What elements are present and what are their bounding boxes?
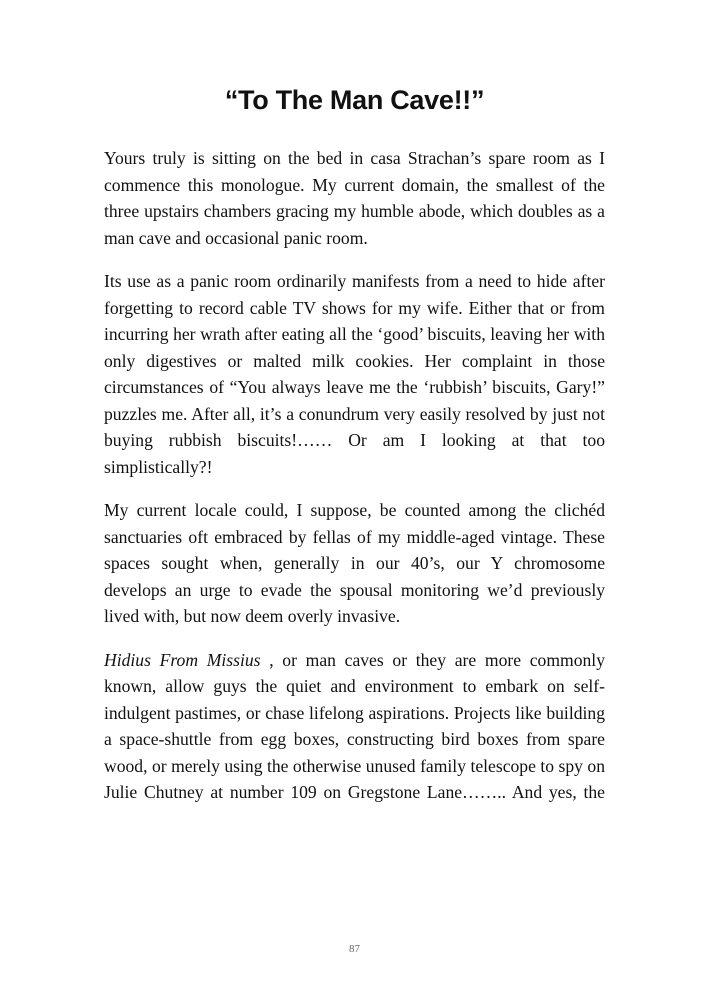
- body-text: [104, 145, 605, 823]
- italic-phrase: Hidius From Missius: [104, 649, 261, 670]
- paragraph: Yours truly is sitting on the bed in casa Strachan’s spare room as I commence this monologue. My current domain, the smallest of the three upstairs chambers gracing my humble abode, which doubles as a man cave and occasional panic room.: [104, 148, 605, 248]
- paragraph: My current locale could, I suppose, be counted among the clichéd sanctuaries oft embraced by fellas of my middle-aged vintage. These spaces sought when, generally in our 40’s, our Y chromosome develops an urge to evade the spousal monitoring we’d previously lived with, but now deem overly invasive.: [104, 500, 605, 626]
- paragraph-text: , or man caves or they are more commonly known, allow guys the quiet and environment to embark on self-indulgent pastimes, or chase lifelong aspirations. Projects like building a space-shuttle from egg boxes, constructing bird boxes from spare wood, or merely using the otherwise unused family telescope to spy on Julie Chutney at number 109 on Gregstone Lane…….. And yes, the: [104, 649, 605, 802]
- paragraph: [104, 647, 605, 806]
- paragraph: Its use as a panic room ordinarily manifests from a need to hide after forgetting to record cable TV shows for my wife. Either that or from incurring her wrath after eating all the ‘good’ biscuits, leaving her with only digestives or malted milk cookies. Her complaint in those circumstances of “You always leave me the ‘rubbish’ biscuits, Gary!” puzzles me. After all, it’s a conundrum very easily resolved by just not buying rubbish biscuits!…… Or am I looking at that too simplistically?!: [104, 271, 605, 477]
- page-title: “To The Man Cave!!”: [224, 85, 485, 115]
- page-number: 87: [349, 943, 360, 955]
